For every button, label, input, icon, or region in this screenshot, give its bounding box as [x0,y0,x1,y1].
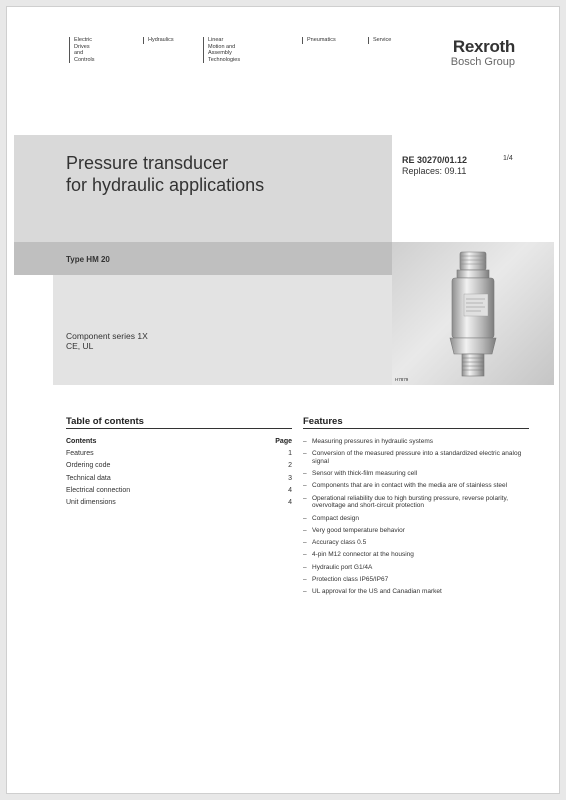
pressure-transducer-image [392,242,554,385]
toc-col-contents: Contents [66,438,97,445]
feature-text: Sensor with thick-film measuring cell [312,470,418,478]
toc-row[interactable] [66,450,292,457]
features-rule [303,428,529,429]
toc-row-label: Ordering code [66,462,111,469]
feature-text: Operational reliability due to high bursting pressure, reverse polarity, overvoltage and short-circuit protection [312,494,509,510]
photo-id: H7879 [395,377,409,382]
toc-row-page: 4 [288,499,292,506]
nav-electric-drives[interactable]: Electric Drives and Controls [69,37,94,63]
dash-marker: – [303,514,307,522]
feature-item [303,539,533,547]
feature-item [303,495,533,510]
feature-item [303,551,533,559]
toc-row-page: 2 [288,462,292,469]
feature-text: Protection class IP65/IP67 [312,576,389,583]
toc-row-label: Features [66,450,94,457]
series-line-1: Component series 1X [66,331,148,341]
series-line-2: CE, UL [66,341,94,351]
dash-marker: – [303,576,307,583]
title-line-1: Pressure transducer [66,153,229,173]
feature-text: Accuracy class 0.5 [312,539,367,547]
feature-item [303,450,533,465]
toc-row[interactable] [66,462,292,469]
toc-col-page: Page [275,438,292,445]
page-number: 1/4 [503,155,513,162]
dash-marker: – [303,438,307,445]
toc-rule [66,428,292,429]
title-line-2: for hydraulic applications [66,175,265,195]
feature-item [303,576,533,584]
dash-marker: – [303,588,307,596]
toc-row-label: Technical data [66,475,111,482]
toc-title: Table of contents [66,416,144,427]
product-photo [392,242,554,385]
dash-marker: – [303,482,307,490]
features-list [303,438,533,601]
feature-item [303,564,533,572]
feature-text: Compact design [312,514,359,522]
brand-group: Bosch Group [450,56,515,68]
feature-text: Conversion of the measured pressure into a standardized electric analog signal [312,450,522,465]
feature-item [303,588,533,596]
document-title [66,152,366,196]
document-page [7,7,559,793]
toc-row-label: Electrical connection [66,487,131,494]
nav-hydraulics[interactable]: Hydraulics [143,37,174,44]
feature-item [303,482,533,490]
feature-text: UL approval for the US and Canadian market [312,588,442,596]
toc-row[interactable] [66,487,292,494]
nav-linear-motion[interactable]: Linear Motion and Assembly Technologies [203,37,240,63]
feature-text: Hydraulic port G1/4A [312,563,373,571]
brand-logo: Rexroth [452,37,515,56]
feature-text: Measuring pressures in hydraulic systems [312,438,434,445]
feature-text: 4-pin M12 connector at the housing [312,551,414,559]
dash-marker: – [303,450,307,458]
feature-text: Components that are in contact with the media are of stainless steel [312,482,508,490]
feature-item [303,515,533,523]
dash-marker: – [303,563,307,571]
toc-row-label: Unit dimensions [66,499,116,506]
type-label: Type HM 20 [66,255,110,264]
dash-marker: – [303,551,307,559]
toc-row-page: 3 [288,475,292,482]
feature-item [303,527,533,535]
nav-pneumatics[interactable]: Pneumatics [302,37,336,44]
feature-item [303,438,533,446]
features-title: Features [303,416,343,427]
replaces-note: Replaces: 09.11 [402,166,467,176]
nav-service[interactable]: Service [368,37,391,44]
toc-row[interactable] [66,475,292,482]
dash-marker: – [303,494,307,502]
toc-row-page: 4 [288,487,292,494]
dash-marker: – [303,526,307,534]
dash-marker: – [303,539,307,547]
doc-number: RE 30270/01.12 [402,155,468,165]
feature-item [303,470,533,478]
feature-text: Very good temperature behavior [312,526,405,534]
toc-row[interactable] [66,499,292,506]
dash-marker: – [303,470,307,478]
toc-row-page: 1 [288,450,292,457]
series-info [66,331,148,351]
info-background [53,275,392,385]
